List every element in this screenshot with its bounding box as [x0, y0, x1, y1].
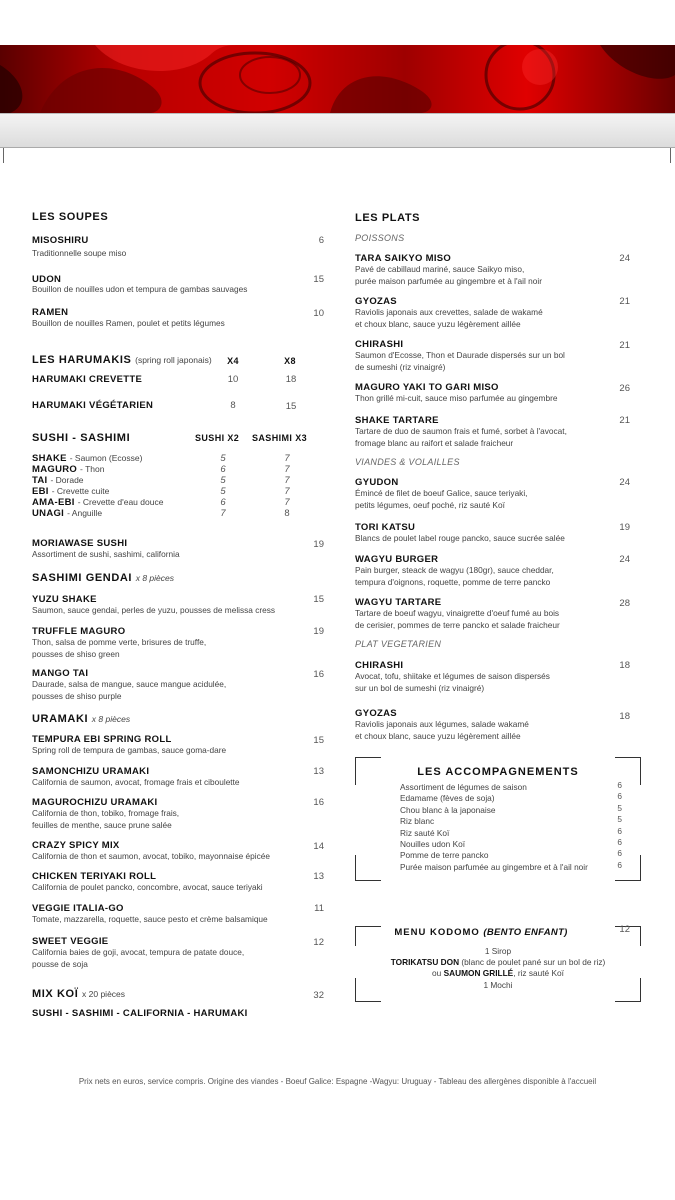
menu-item-price: 26: [619, 383, 630, 394]
menu-item-desc: [355, 350, 565, 373]
menu-item-desc: California de saumon, avocat, fromage frais et ciboulette: [32, 777, 240, 787]
menu-item-price: 21: [619, 340, 630, 351]
menu-item-desc: [355, 608, 560, 631]
price-sashimi: 7: [284, 486, 290, 497]
side-price: 6: [617, 791, 622, 802]
side-price: 6: [617, 825, 622, 836]
section-title-harumakis: [32, 354, 212, 366]
menu-item-price: 32: [313, 990, 324, 1001]
price-sashimi: 8: [284, 508, 290, 519]
price-x4: 10: [227, 374, 239, 385]
menu-item-desc: Thon grillé mi-cuit, sauce miso parfumée au gingembre: [355, 393, 558, 403]
item-desc: - Anguille: [67, 508, 103, 518]
item-name: SHAKE: [32, 453, 67, 464]
desc-line: Tartare de boeuf wagyu, vinaigrette d'oeuf fumé au bois: [355, 608, 560, 618]
kodomo-or: ou: [432, 968, 442, 979]
page-edge-mark-left: [3, 148, 4, 163]
kodomo-title-text: MENU KODOMO: [394, 927, 480, 938]
desc-line: Pavé de cabillaud mariné, sauce Saikyo miso,: [355, 264, 525, 274]
menu-item-name: YUZU SHAKE: [32, 594, 97, 605]
kodomo-dish-desc: , riz sauté Koï: [513, 968, 564, 979]
kodomo-title: [355, 927, 607, 938]
desc-line: Daurade, salsa de mangue, sauce mangue acidulée,: [32, 679, 227, 689]
menu-item-desc: [32, 637, 206, 660]
menu-item-desc: Bouillon de nouilles udon et tempura de gambas sauvages: [32, 284, 248, 294]
price-sashimi: 7: [284, 464, 290, 475]
subsection-vegetarien: PLAT VEGETARIEN: [355, 639, 442, 649]
menu-item-name: GYUDON: [355, 477, 399, 488]
desc-line: sur un bol de sumeshi (riz vinaigré): [355, 682, 485, 693]
desc-line: pousse de soja: [32, 958, 88, 969]
section-title-accompagnements: LES ACCOMPAGNEMENTS: [417, 766, 579, 778]
menu-item-desc: [355, 719, 529, 742]
menu-item-price: 18: [619, 660, 630, 671]
menu-item-price: 19: [313, 539, 324, 550]
menu-item-name: SWEET VEGGIE: [32, 936, 109, 947]
menu-item-name: GYOZAS: [355, 708, 397, 719]
item-desc: - Crevette d'eau douce: [77, 497, 164, 507]
column-header-x8: X8: [284, 356, 296, 366]
desc-line: Pain burger, steack de wagyu (180gr), sauce cheddar,: [355, 565, 554, 575]
menu-item-price: 15: [313, 274, 324, 285]
page-edge-mark-right: [670, 148, 671, 163]
side-item: Riz blanc: [400, 816, 435, 827]
desc-line: de cerisier, pommes de terre pancko et salade fraicheur: [355, 619, 560, 630]
price-sushi: 5: [220, 453, 226, 464]
item-name: MAGURO: [32, 464, 78, 475]
menu-item-price: 12: [313, 937, 324, 948]
menu-item-name: MORIAWASE SUSHI: [32, 538, 128, 549]
price-sushi: 5: [220, 475, 226, 486]
column-header-sashimi: SASHIMI X3: [252, 433, 308, 443]
sushi-item: [32, 453, 142, 464]
section-subtitle: x 8 pièces: [135, 573, 175, 583]
menu-item-price: 24: [619, 477, 630, 488]
side-item: Chou blanc à la japonaise: [400, 804, 496, 815]
desc-line: de sumeshi (riz vinaigré): [355, 361, 446, 372]
side-item: Edamame (fèves de soja): [400, 793, 495, 804]
footer-note: Prix nets en euros, service compris. Origine des viandes - Boeuf Galice: Espagne -Wagyu: Uruguay - Tableau des allergènes disponible à l'accueil: [78, 1077, 597, 1086]
menu-item-name: GYOZAS: [355, 296, 397, 307]
side-price: 6: [617, 837, 622, 848]
menu-item-price: 6: [318, 235, 324, 246]
kodomo-price: 12: [619, 924, 630, 935]
item-name: UNAGI: [32, 508, 65, 519]
menu-item-price: 21: [619, 415, 630, 426]
desc-line: Thon, salsa de pomme verte, brisures de truffe,: [32, 637, 207, 647]
desc-line: feuilles de menthe, sauce prune salée: [32, 819, 172, 830]
section-subtitle: x 8 pièces: [91, 714, 131, 724]
menu-item-desc: Tomate, mazzarella, roquette, sauce pesto et crème balsamique: [32, 914, 268, 924]
box-corner-bottom-left: [355, 855, 381, 881]
menu-item-price: 15: [313, 594, 324, 605]
menu-item-name: MISOSHIRU: [32, 235, 89, 246]
menu-item-name: SAMONCHIZU URAMAKI: [32, 766, 150, 777]
item-name: EBI: [32, 486, 49, 497]
item-desc: - Thon: [80, 464, 105, 474]
side-item: Assortiment de légumes de saison: [400, 782, 527, 792]
price-sashimi: 7: [284, 497, 290, 508]
desc-line: Émincé de filet de boeuf Galice, sauce teriyaki,: [355, 488, 528, 498]
sushi-item: [32, 475, 84, 486]
subsection-viandes: VIANDES & VOLAILLES: [355, 457, 460, 467]
menu-item-price: 28: [619, 598, 630, 609]
section-title-sashimi-gendai: [32, 572, 174, 584]
price-x4: 8: [230, 400, 236, 411]
subsection-poissons: POISSONS: [355, 233, 405, 243]
kodomo-dish-desc: (blanc de poulet pané sur un bol de riz): [461, 957, 606, 968]
price-sashimi: 7: [284, 475, 290, 486]
side-price: 5: [617, 802, 622, 813]
kodomo-line: [355, 968, 641, 979]
desc-line: et choux blanc, sauce yuzu légèrement aillée: [355, 730, 521, 741]
menu-item-name: HARUMAKI CREVETTE: [32, 374, 143, 385]
menu-item-price: 11: [314, 903, 324, 914]
kodomo-dish: TORIKATSU DON: [390, 957, 460, 968]
desc-line: Tartare de duo de saumon frais et fumé, sorbet à l'avocat,: [355, 426, 567, 436]
desc-line: tempura d'oignons, roquette, pomme de terre pancko: [355, 576, 551, 587]
side-item: Pomme de terre pancko: [400, 850, 489, 861]
menu-item-name: SHAKE TARTARE: [355, 415, 439, 426]
menu-item-name: MAGUROCHIZU URAMAKI: [32, 797, 158, 808]
menu-item-price: 24: [619, 253, 630, 264]
menu-item-price: 16: [313, 797, 324, 808]
section-subtitle: x 20 pièces: [82, 989, 126, 999]
menu-item-desc: [355, 671, 550, 694]
desc-line: purée maison parfumée au gingembre et à l'ail noir: [355, 275, 542, 286]
menu-item-desc: Traditionnelle soupe miso: [32, 248, 127, 258]
menu-item-name: RAMEN: [32, 307, 69, 318]
section-subtitle: (spring roll japonais): [135, 355, 212, 365]
header-banner-image: [0, 45, 675, 113]
menu-item-price: 24: [619, 554, 630, 565]
section-title-sushi-sashimi: SUSHI - SASHIMI: [32, 432, 131, 444]
menu-item-desc: California de poulet pancko, concombre, avocat, sauce teriyaki: [32, 882, 263, 892]
kodomo-line: 1 Mochi: [483, 979, 513, 990]
side-item: Nouilles udon Koï: [400, 839, 466, 850]
side-item: Riz sauté Koï: [400, 827, 450, 838]
side-price: 5: [617, 814, 622, 825]
menu-item-price: 13: [313, 871, 324, 882]
menu-item-name: MAGURO YAKI TO GARI MISO: [355, 382, 499, 393]
menu-item-desc: [355, 307, 543, 330]
desc-line: et choux blanc, sauce yuzu légèrement aillée: [355, 318, 521, 329]
menu-item-name: CHIRASHI: [355, 660, 404, 671]
section-title-soupes: LES SOUPES: [32, 211, 109, 223]
price-sushi: 7: [220, 508, 226, 519]
column-header-x4: X4: [227, 356, 239, 366]
menu-item-price: 10: [313, 308, 324, 319]
desc-line: California baies de goji, avocat, tempura de patate douce,: [32, 947, 245, 957]
menu-item-desc: [32, 947, 244, 970]
sushi-item: [32, 508, 102, 519]
price-sushi: 6: [220, 464, 226, 475]
desc-line: petits légumes, oeuf poché, riz sauté Koï: [355, 499, 505, 510]
desc-line: Saumon d'Ecosse, Thon et Daurade dispersés sur un bol: [355, 350, 565, 360]
menu-item-price: 19: [619, 522, 630, 533]
menu-item-desc: Blancs de poulet label rouge pancko, sauce sucrée salée: [355, 533, 565, 543]
menu-item-desc: Bouillon de nouilles Ramen, poulet et petits légumes: [32, 318, 225, 328]
desc-line: Raviolis japonais aux crevettes, salade de wakamé: [355, 307, 543, 317]
menu-item-desc: Saumon, sauce gendai, perles de yuzu, pousses de melissa cress: [32, 605, 276, 615]
menu-item-price: 18: [619, 711, 630, 722]
menu-item-name: TORI KATSU: [355, 522, 416, 533]
menu-item-name: CHIRASHI: [355, 339, 404, 350]
column-header-sushi: SUSHI X2: [195, 433, 240, 443]
viewer-toolbar: [0, 113, 675, 148]
section-title-text: URAMAKI: [32, 713, 89, 725]
desc-line: pousses de shiso green: [32, 648, 120, 659]
section-title-text: MIX KOÏ: [32, 988, 79, 1000]
menu-item-name: HARUMAKI VÉGÉTARIEN: [32, 400, 154, 411]
accompagnements-list: [400, 782, 588, 873]
price-x8: 15: [285, 401, 297, 412]
menu-item-desc: [32, 679, 226, 702]
menu-item-name: VEGGIE ITALIA-GO: [32, 903, 124, 914]
menu-item-price: 14: [313, 841, 324, 852]
kodomo-line: [355, 957, 641, 968]
price-sashimi: 7: [284, 453, 290, 464]
menu-item-desc: [355, 488, 527, 511]
kodomo-details: [355, 946, 641, 991]
item-name: TAI: [32, 475, 48, 486]
section-title-mix-koi: [32, 988, 125, 1000]
item-desc: - Crevette cuite: [51, 486, 110, 496]
sushi-item: [32, 486, 109, 497]
menu-item-name: MANGO TAI: [32, 668, 89, 679]
menu-item-desc: Spring roll de tempura de gambas, sauce goma-dare: [32, 745, 227, 755]
price-sushi: 5: [220, 486, 226, 497]
section-title-text: SASHIMI GENDAI: [32, 572, 133, 584]
menu-item-desc: [355, 264, 542, 287]
menu-item-price: 15: [313, 735, 324, 746]
menu-item-price: 16: [313, 669, 324, 680]
menu-item-price: 13: [313, 766, 324, 777]
menu-item-name: CRAZY SPICY MIX: [32, 840, 120, 851]
desc-line: pousses de shiso purple: [32, 690, 122, 701]
side-price: 6: [617, 859, 622, 870]
accompagnements-prices: [612, 780, 622, 871]
item-desc: - Dorade: [50, 475, 84, 485]
item-desc: - Saumon (Ecosse): [69, 453, 143, 463]
menu-item-desc: [32, 808, 179, 831]
side-price: 6: [617, 848, 622, 859]
kodomo-line: 1 Sirop: [484, 946, 512, 956]
menu-item-name: WAGYU BURGER: [355, 554, 439, 565]
desc-line: Avocat, tofu, shiitake et légumes de saison dispersés: [355, 671, 550, 681]
desc-line: California de thon, tobiko, fromage frais,: [32, 808, 180, 818]
price-sushi: 6: [220, 497, 226, 508]
menu-item-name: TEMPURA EBI SPRING ROLL: [32, 734, 172, 745]
side-item: Purée maison parfumée au gingembre et à l'ail noir: [400, 861, 588, 872]
menu-item-name: TRUFFLE MAGURO: [32, 626, 126, 637]
item-name: AMA-EBI: [32, 497, 75, 508]
side-price: 6: [617, 780, 622, 790]
mix-koi-desc: SUSHI - SASHIMI - CALIFORNIA - HARUMAKI: [32, 1008, 248, 1019]
price-x8: 18: [285, 374, 297, 385]
menu-item-price: 21: [619, 296, 630, 307]
section-title-plats: LES PLATS: [355, 212, 421, 224]
desc-line: fromage blanc au raifort et salade fraicheur: [355, 437, 514, 448]
menu-item-price: 19: [313, 626, 324, 637]
menu-item-desc: [355, 565, 554, 588]
kodomo-dish: SAUMON GRILLÉ: [443, 968, 514, 979]
section-title-uramaki: [32, 713, 130, 725]
menu-item-name: UDON: [32, 274, 62, 285]
menu-item-desc: [355, 426, 567, 449]
sushi-item: [32, 464, 104, 475]
menu-item-name: WAGYU TARTARE: [355, 597, 442, 608]
menu-item-name: CHICKEN TERIYAKI ROLL: [32, 871, 157, 882]
menu-item-name: TARA SAIKYO MISO: [355, 253, 452, 264]
desc-line: Raviolis japonais aux légumes, salade wakamé: [355, 719, 529, 729]
menu-item-desc: California de thon et saumon, avocat, tobiko, mayonnaise épicée: [32, 851, 270, 861]
kodomo-title-italic: (BENTO ENFANT): [483, 927, 568, 938]
menu-item-desc: Assortiment de sushi, sashimi, california: [32, 549, 180, 559]
section-title-text: LES HARUMAKIS: [32, 354, 132, 366]
sushi-item: [32, 497, 163, 508]
